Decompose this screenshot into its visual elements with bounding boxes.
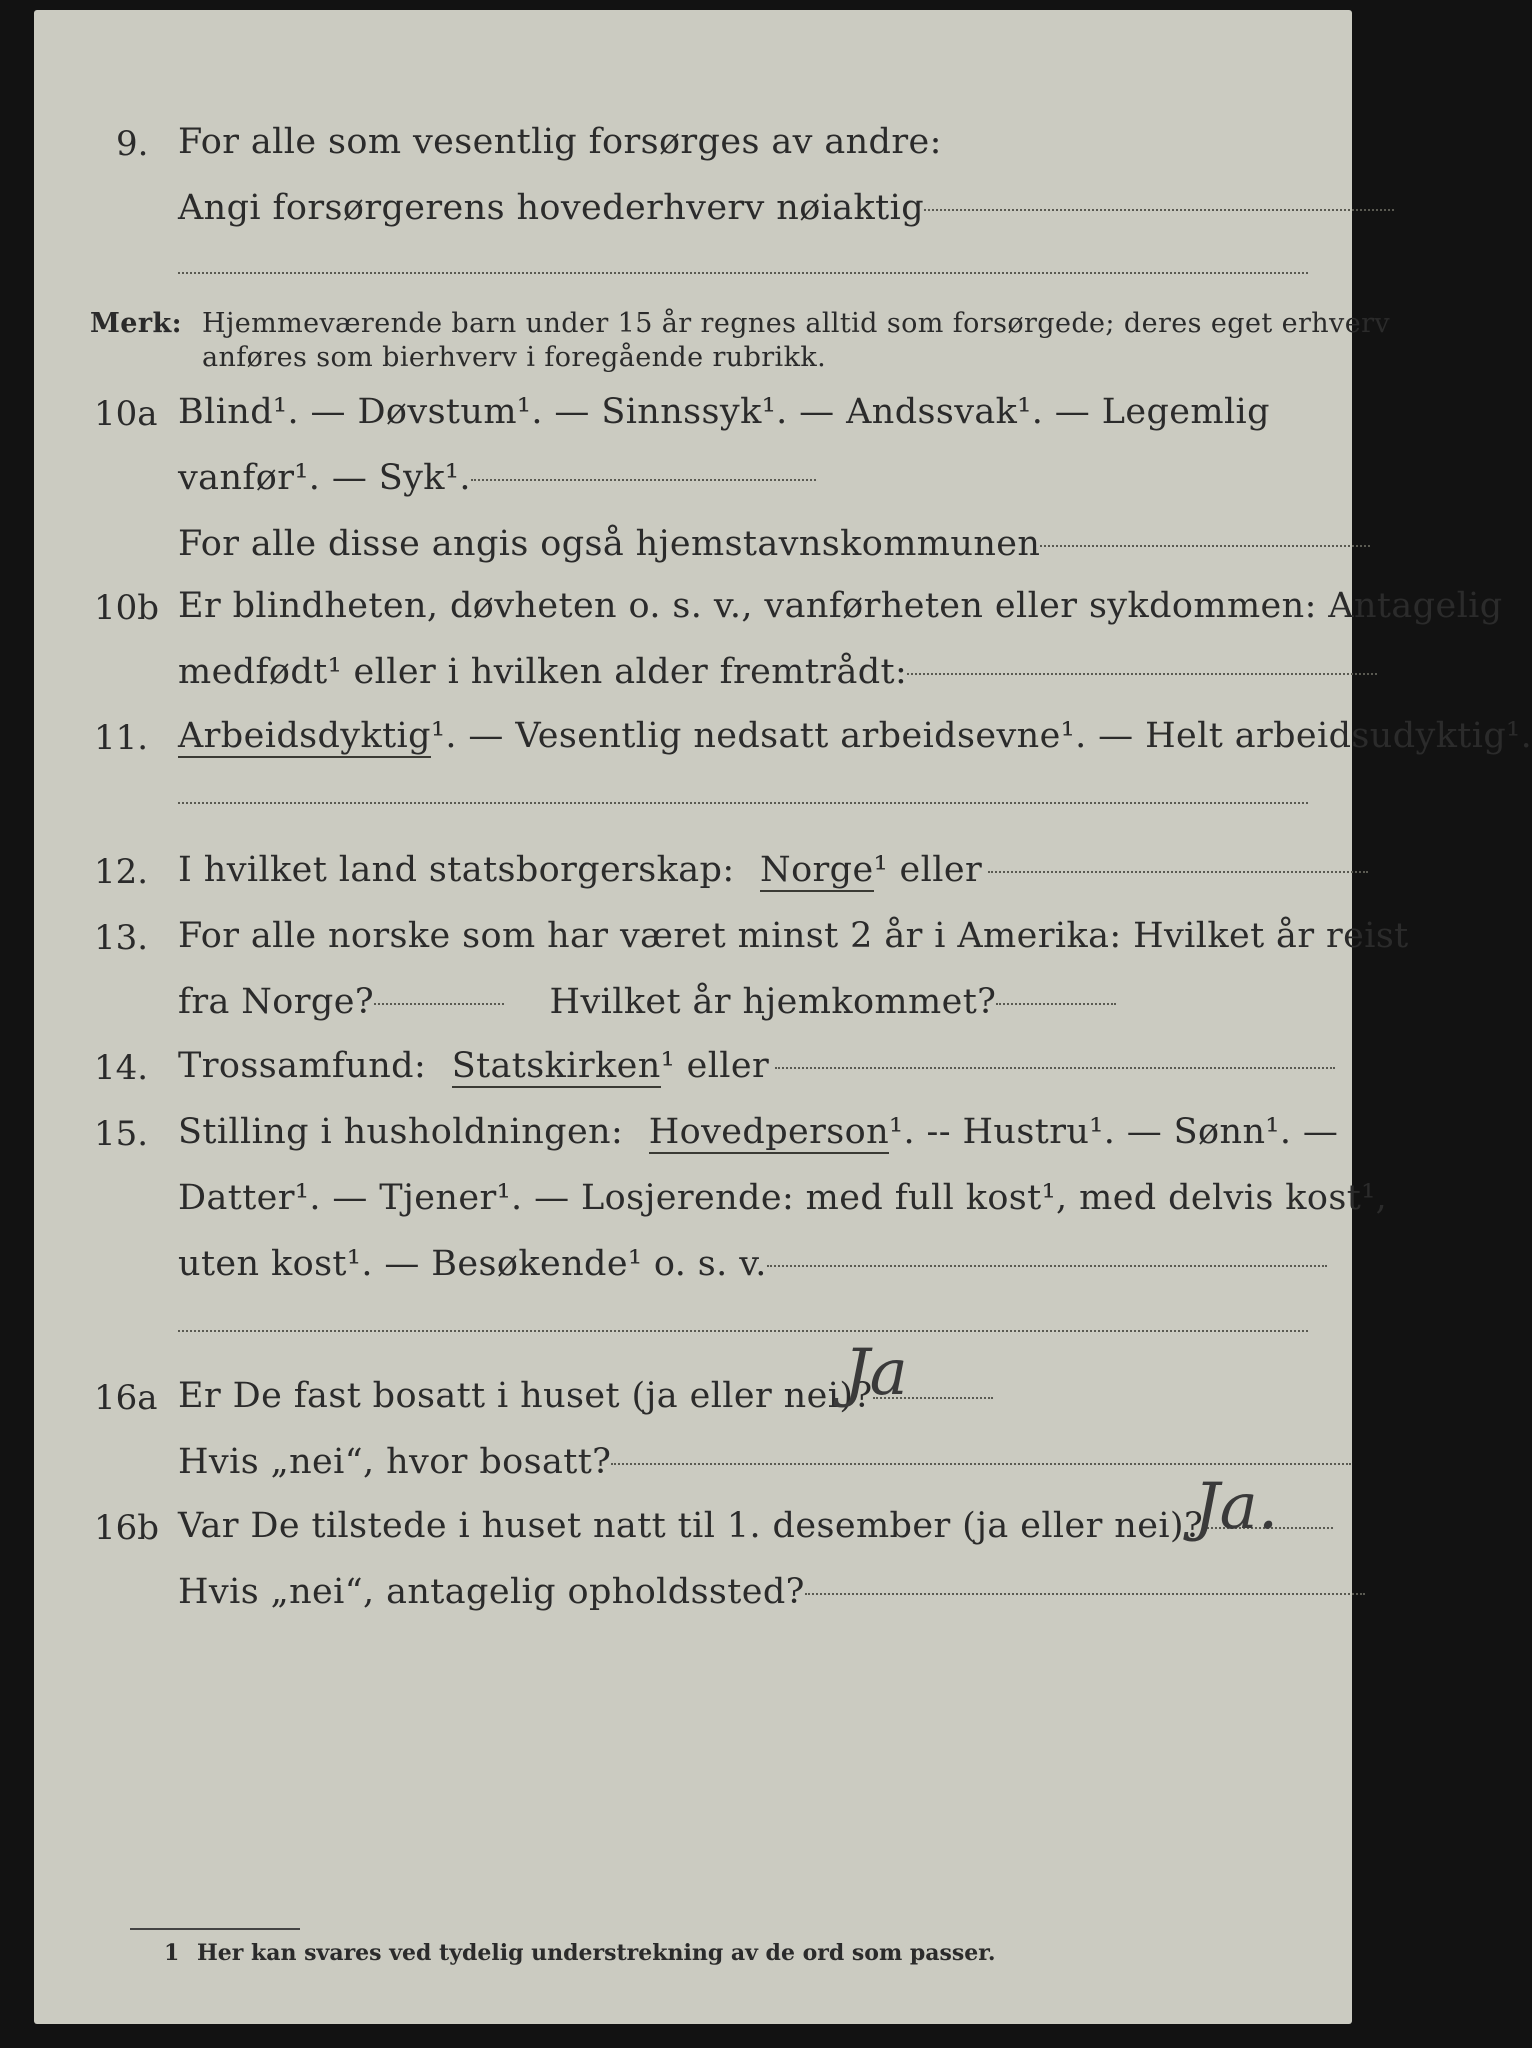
q16b-line1 <box>178 1506 1333 1546</box>
q9-fill-line[interactable] <box>924 209 1394 211</box>
q16a-text: Er De fast bosatt i huset (ja eller nei)? <box>178 1376 873 1416</box>
q10b-line1: Er blindheten, døvheten o. s. v., vanførheten eller sykdommen: Antagelig <box>178 586 1503 626</box>
q15-text: Stilling i husholdningen: <box>178 1112 624 1152</box>
q10a-fill-line[interactable] <box>471 479 816 481</box>
footnote-rule <box>130 1928 300 1930</box>
census-form-page <box>34 10 1532 2024</box>
q12-number: 12. <box>94 852 149 892</box>
q14-underlined-answer[interactable]: Statskirken <box>451 1046 661 1086</box>
q10a-line1: Blind¹. — Døvstum¹. — Sinnssyk¹. — Andssvak¹. — Legemlig <box>178 392 1270 432</box>
q15-line1 <box>178 1112 1338 1152</box>
q13-left-fill-line[interactable] <box>374 1003 504 1005</box>
q13-line2 <box>178 982 1116 1022</box>
q15-line3-text: uten kost¹. — Besøkende¹ o. s. v. <box>178 1244 767 1284</box>
q13-line1: For alle norske som har været minst 2 år i Amerika: Hvilket år reist <box>178 916 1409 956</box>
q16a-line2-text: Hvis „nei“, hvor bosatt? <box>178 1442 612 1482</box>
q9-continuation-line[interactable] <box>178 272 1308 274</box>
q11-rest: ¹. — Vesentlig nedsatt arbeidsevne¹. — Helt arbeidsudyktig¹. <box>430 716 1532 756</box>
q13-right-fill-line[interactable] <box>996 1003 1116 1005</box>
q16b-where-line[interactable] <box>805 1593 1365 1595</box>
q10a-line2 <box>178 458 816 498</box>
q15-line2: Datter¹. — Tjener¹. — Losjerende: med full kost¹, med delvis kost¹, <box>178 1178 1388 1218</box>
merk-line1: Hjemmeværende barn under 15 år regnes alltid som forsørgede; deres eget erhverv <box>202 308 1391 339</box>
q16b-handwritten-answer: Ja. <box>1194 1470 1279 1544</box>
q12-fill-line[interactable] <box>988 871 1368 873</box>
q15-fill-line[interactable] <box>767 1265 1327 1267</box>
q16a-line2 <box>178 1442 1351 1482</box>
q10b-line2 <box>178 652 1377 692</box>
q13-left-text: fra Norge? <box>178 982 374 1022</box>
merk-label: Merk: <box>90 308 182 339</box>
q10a-line3 <box>178 524 1370 564</box>
q16b-line2-text: Hvis „nei“, antagelig opholdssted? <box>178 1572 805 1612</box>
q14-rest: ¹ eller <box>660 1046 770 1086</box>
q16a-where-line[interactable] <box>611 1463 1351 1465</box>
q9-line2 <box>178 188 1394 228</box>
q12-underlined-answer[interactable]: Norge <box>760 850 874 890</box>
q9-number: 9. <box>116 124 149 164</box>
q15-line3 <box>178 1244 1327 1284</box>
q11-number: 11. <box>94 718 149 758</box>
footnote-text: Her kan svares ved tydelig understrekning av de ord som passer. <box>196 1940 996 1966</box>
footnote <box>164 1940 996 1966</box>
q15-rest: ¹. -- Hustru¹. — Sønn¹. — <box>889 1112 1339 1152</box>
q13-number: 13. <box>94 918 149 958</box>
merk-line2: anføres som bierhverv i foregående rubrikk. <box>202 342 827 373</box>
q11-underlined-answer[interactable]: Arbeidsdyktig <box>178 716 431 756</box>
q11-line <box>178 716 1532 756</box>
q10a-municipality-line[interactable] <box>1040 545 1370 547</box>
q10b-number: 10b <box>94 588 160 628</box>
q12-line <box>178 850 1368 890</box>
q14-fill-line[interactable] <box>775 1067 1335 1069</box>
q10b-line2-text: medfødt¹ eller i hvilken alder fremtrådt: <box>178 652 908 692</box>
q15-underlined-answer[interactable]: Hovedperson <box>648 1112 890 1152</box>
q15-continuation-line[interactable] <box>178 1330 1308 1332</box>
q13-right-text: Hvilket år hjemkommet? <box>549 982 997 1022</box>
q12-text: I hvilket land statsborgerskap: <box>178 850 735 890</box>
q9-line1: For alle som vesentlig forsørges av andre: <box>178 122 942 162</box>
q16b-number: 16b <box>94 1508 160 1548</box>
q15-number: 15. <box>94 1114 149 1154</box>
q16b-text: Var De tilstede i huset natt til 1. desember (ja eller nei)? <box>178 1506 1204 1546</box>
q16a-number: 16a <box>94 1378 158 1418</box>
q9-line2-text: Angi forsørgerens hovederhverv nøiaktig <box>178 188 925 228</box>
q14-line <box>178 1046 1335 1086</box>
q16b-line2 <box>178 1572 1365 1612</box>
footnote-mark: 1 <box>164 1940 180 1966</box>
q14-number: 14. <box>94 1048 149 1088</box>
q10b-fill-line[interactable] <box>907 673 1377 675</box>
q11-continuation-line[interactable] <box>178 802 1308 804</box>
q10a-line3-text: For alle disse angis også hjemstavnskommunen <box>178 524 1041 564</box>
q12-rest: ¹ eller <box>873 850 983 890</box>
q16a-handwritten-answer: Ja <box>844 1336 908 1410</box>
q14-text: Trossamfund: <box>178 1046 427 1086</box>
q10a-line2-text: vanfør¹. — Syk¹. <box>178 458 471 498</box>
q10a-number: 10a <box>94 394 158 434</box>
